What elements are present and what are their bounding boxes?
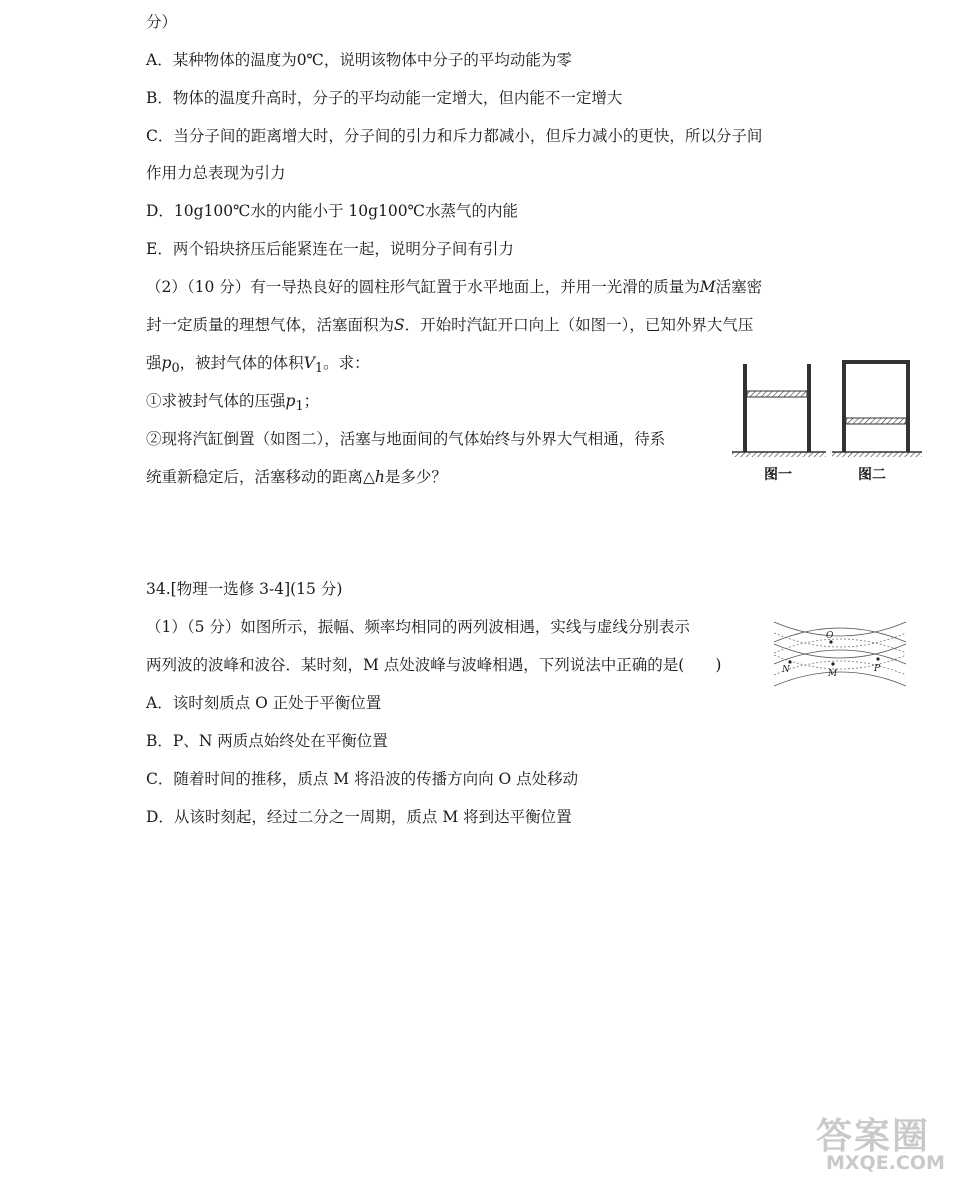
wave-trough-line: [774, 661, 906, 675]
figure-1-label: 图一: [764, 467, 792, 483]
piston-fig1: [747, 391, 807, 397]
part2-line3: 强$p_0$，被封气体的体积$V_1$。求：: [146, 354, 370, 377]
wave-crest-line: [774, 672, 906, 686]
q34-part1-line1: （1）（5 分）如图所示，振幅、频率均相同的两列波相遇，实线与虚线分别表示: [146, 618, 690, 636]
label-o: O: [826, 631, 834, 641]
wave-interference-figure: [770, 614, 910, 698]
figure-2-cylinder: [832, 360, 922, 457]
figure-1-cylinder: [732, 364, 826, 457]
watermark-url: MXQE.COM: [826, 1152, 945, 1174]
q34-option-a: A．该时刻质点 O 正处于平衡位置: [146, 694, 382, 712]
q34-part1-line2: 两列波的波峰和波谷．某时刻，M 点处波峰与波峰相遇，下列说法中正确的是( ): [146, 656, 722, 674]
point-p: [876, 657, 879, 660]
label-n: N: [782, 665, 790, 675]
option-e: E．两个铅块挤压后能紧连在一起，说明分子间有引力: [146, 240, 514, 258]
label-m: M: [828, 669, 838, 679]
option-c-line1: C．当分子间的距离增大时，分子间的引力和斥力都减小，但斥力减小的更快，所以分子间: [146, 127, 763, 145]
wave-crest-line: [774, 622, 906, 636]
option-d: D．10g100℃水的内能小于 10g100℃水蒸气的内能: [146, 202, 518, 220]
sub-question-2-line1: ②现将汽缸倒置（如图二），活塞与地面间的气体始终与外界大气相通，待系: [146, 430, 666, 448]
option-c-line2: 作用力总表现为引力: [146, 164, 286, 182]
option-b: B．物体的温度升高时，分子的平均动能一定增大，但内能不一定增大: [146, 89, 623, 107]
sub-question-2-line2: 统重新稳定后，活塞移动的距离△h是多少？: [146, 468, 447, 486]
continued-text: 分）: [146, 13, 178, 31]
sub-question-1: ①求被封气体的压强$p_1$；: [146, 392, 320, 415]
piston-fig2: [846, 418, 906, 424]
option-a: A．某种物体的温度为0℃，说明该物体中分子的平均动能为零: [146, 51, 572, 69]
cylinder-figures: [728, 356, 924, 464]
q34-option-d: D．从该时刻起，经过二分之一周期，质点 M 将到达平衡位置: [146, 808, 572, 826]
label-p: P: [874, 664, 881, 674]
figure-2-label: 图二: [858, 467, 886, 483]
point-n: [788, 660, 791, 663]
q34-option-b: B．P、N 两质点始终处在平衡位置: [146, 732, 388, 750]
part2-line2: 封一定质量的理想气体，活塞面积为S．开始时汽缸开口向上（如图一），已知外界大气压: [146, 316, 754, 334]
q34-header: 34.[物理一选修 3-4](15 分): [146, 580, 343, 598]
watermark-logo: 答案圈: [816, 1116, 931, 1157]
point-m: [831, 662, 834, 665]
part2-line1: （2）（10 分）有一导热良好的圆柱形气缸置于水平地面上，并用一光滑的质量为M活塞密: [146, 278, 763, 296]
q34-option-c: C．随着时间的推移，质点 M 将沿波的传播方向向 O 点处移动: [146, 770, 579, 788]
